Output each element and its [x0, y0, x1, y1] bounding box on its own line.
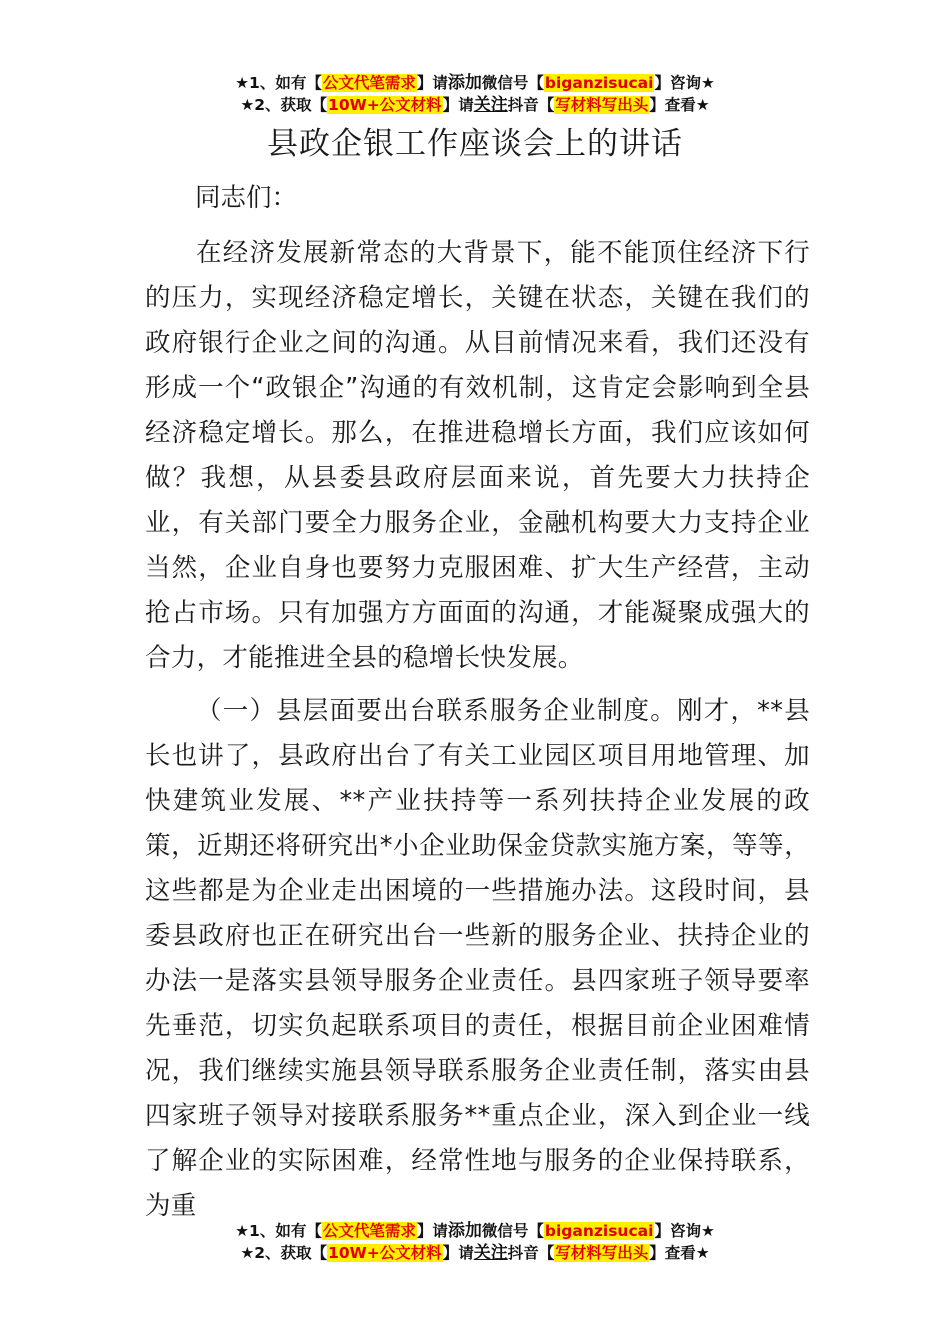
banner-text: ★1、如有【 — [235, 1222, 322, 1240]
banner-text: 】咨询★ — [654, 74, 715, 92]
banner-emphasis: 添加 — [447, 73, 482, 93]
bottom-promo-banner — [0, 1220, 950, 1264]
banner-line-1 — [0, 1220, 950, 1242]
banner-emphasis: 关注 — [473, 1243, 508, 1263]
banner-highlight: 10W+公文材料 — [328, 96, 442, 114]
banner-text: 抖音【 — [507, 1244, 555, 1262]
banner-text: 抖音【 — [507, 96, 555, 114]
banner-text: 】查看★ — [649, 96, 710, 114]
banner-highlight: biganzisucai — [544, 74, 654, 92]
salutation: 同志们： — [195, 183, 298, 213]
banner-text: 】查看★ — [649, 1244, 710, 1262]
banner-text: 】请 — [416, 74, 448, 92]
paragraph-text: 在经济发展新常态的大背景下，能不能顶住经济下行的压力，实现经济稳定增长，关键在状态，关键在我们的政府银行企业之间的沟通。从目前情况来看，我们还没有形成一个“政银企”沟通的有效机制，这肯定会影响到全县经济稳定增长。那么，在推进稳增长方面，我们应该如何做？我想，从县委县政府层面来说，首先要大力扶持企业，有关部门要全力服务企业，金融机构要大力支持企业当然，企业自身也要努力克服困难、扩大生产经营，主动抢占市场。只有加强方方面面的沟通，才能凝聚成强大的合力，才能推进全县的稳增长快发展。 — [145, 238, 810, 673]
body-paragraph-2 — [145, 689, 810, 1229]
banner-line-2 — [0, 1242, 950, 1264]
banner-emphasis: 关注 — [473, 95, 508, 115]
banner-text: 】咨询★ — [654, 1222, 715, 1240]
banner-highlight: 公文代笔需求 — [322, 1222, 416, 1240]
banner-highlight: biganzisucai — [544, 1222, 654, 1240]
banner-line-1 — [0, 72, 950, 94]
banner-text: 微信号【 — [481, 1222, 544, 1240]
banner-line-2 — [0, 94, 950, 116]
banner-highlight: 写材料写出头 — [555, 1244, 649, 1262]
banner-text: 】请 — [442, 1244, 474, 1262]
banner-text: 微信号【 — [481, 74, 544, 92]
banner-text: ★2、获取【 — [240, 96, 328, 114]
banner-text: ★1、如有【 — [235, 74, 322, 92]
document-title: 县政企银工作座谈会上的讲话 — [267, 126, 683, 162]
banner-highlight: 写材料写出头 — [555, 96, 649, 114]
top-promo-banner — [0, 72, 950, 116]
paragraph-text: （一）县层面要出台联系服务企业制度。刚才，**县长也讲了，县政府出台了有关工业园区项目用地管理、加快建筑业发展、**产业扶持等一系列扶持企业发展的政策，近期还将研究出*小企业助保金贷款实施方案，等等，这些都是为企业走出困境的一些措施办法。这段时间，县委县政府也正在研究出台一些新的服务企业、扶持企业的办法一是落实县领导服务企业责任。县四家班子领导要率先垂范，切实负起联系项目的责任，根据目前企业困难情况，我们继续实施县领导联系服务企业责任制，落实由县四家班子领导对接联系服务**重点企业，深入到企业一线了解企业的实际困难，经常性地与服务的企业保持联系，为重 — [145, 696, 810, 1221]
banner-text: ★2、获取【 — [240, 1244, 328, 1262]
banner-highlight: 公文代笔需求 — [322, 74, 416, 92]
banner-text: 】请 — [442, 96, 474, 114]
banner-text: 】请 — [416, 1222, 448, 1240]
banner-highlight: 10W+公文材料 — [328, 1244, 442, 1262]
body-paragraph-1 — [145, 231, 810, 681]
banner-emphasis: 添加 — [447, 1221, 482, 1241]
